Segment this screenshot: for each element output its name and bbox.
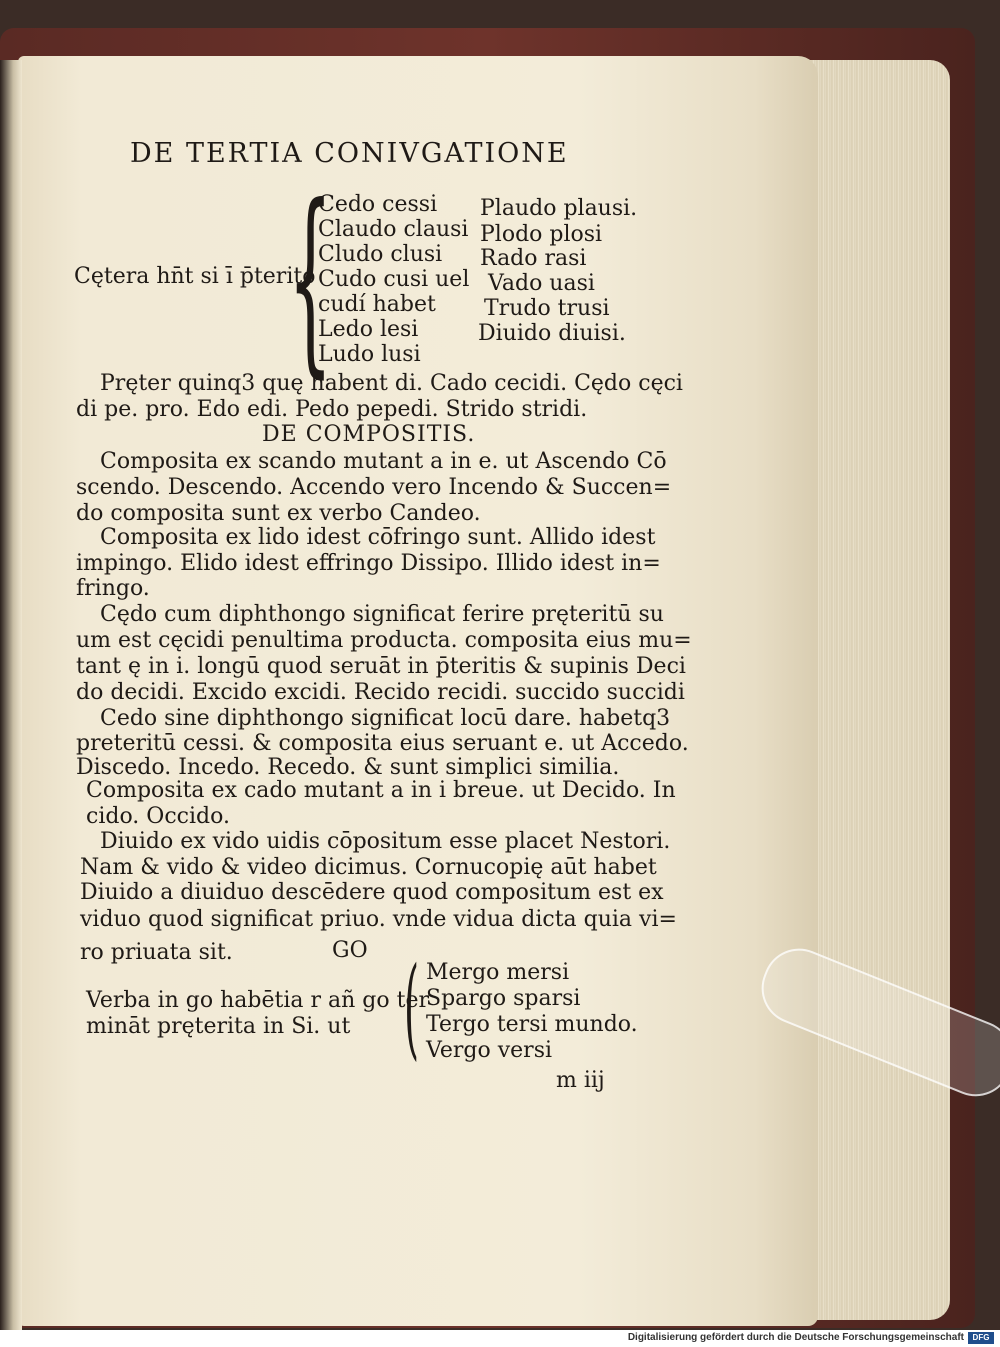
table2-lead-line: mināt pręterita in Si. ut: [86, 1014, 351, 1039]
body-line: um est cęcidi penultima producta. composita eius mu=: [76, 628, 692, 653]
go-label: GO: [332, 938, 368, 963]
table2-lead-line: Verba in go habētia r añ go ter: [86, 988, 429, 1013]
body-line: Discedo. Incedo. Recedo. & sunt simplici similia.: [76, 755, 620, 780]
table1-brace: {: [288, 163, 333, 396]
table1-col2-row: Rado rasi: [480, 246, 587, 271]
body-line: Cedo sine diphthongo significat locū dare. habetq3: [100, 706, 671, 731]
table1-col1-row: Ledo lesi: [318, 317, 419, 342]
table1-col1-row: Claudo clausi: [318, 217, 469, 242]
table1-lead: Cętera hn̄t si ī p̄terito: [74, 264, 316, 289]
body-line: viduo quod significat priuo. vnde vidua dicta quia vi=: [80, 907, 677, 932]
table1-col2-row: Vado uasi: [488, 271, 595, 296]
preter-line: di pe. pro. Edo edi. Pedo pepedi. Strido stridi.: [76, 397, 588, 422]
body-line: Diuido ex vido uidis cōpositum esse placet Nestori.: [100, 829, 671, 854]
table2-row: Mergo mersi: [426, 960, 570, 985]
body-line: scendo. Descendo. Accendo vero Incendo & Succen=: [76, 475, 672, 500]
table1-col1-row: Cudo cusi uel: [318, 267, 470, 292]
table1-col2-row: Trudo trusi: [484, 296, 610, 321]
body-line: cido. Occido.: [86, 804, 230, 829]
body-line: do composita sunt ex verbo Candeo.: [76, 501, 481, 526]
gutter-edge: [0, 60, 22, 1330]
body-line: Composita ex scando mutant a in e. ut Ascendo Cō: [100, 449, 667, 474]
body-line: preteritū cessi. & composita eius seruant e. ut Accedo.: [76, 731, 689, 756]
body-line: Diuido a diuiduo descēdere quod compositum est ex: [80, 880, 664, 905]
table1-col2-row: Plaudo plausi.: [480, 196, 638, 221]
body-line: Cędo cum diphthongo significat ferire pręteritū su: [100, 602, 664, 627]
body-line: Composita ex cado mutant a in i breue. ut Decido. In: [86, 778, 676, 803]
footer-bar: [0, 1330, 1000, 1347]
table2-row: Vergo versi: [426, 1038, 553, 1063]
table2-brace: (: [404, 943, 420, 1071]
body-line: Composita ex lido idest cōfringo sunt. Allido idest: [100, 525, 656, 550]
table1-col2-row: Plodo plosi: [480, 222, 603, 247]
body-line: ro priuata sit.: [80, 940, 233, 965]
body-line: tant ę in i. longū quod seruāt in p̄teritis & supinis Deci: [76, 654, 686, 679]
table1-col1-row: cudí habet: [318, 292, 436, 317]
dfg-logo: DFG: [968, 1332, 994, 1344]
table1-col1-row: Ludo lusi: [318, 342, 421, 367]
table1-col1-row: Cludo clusi: [318, 242, 443, 267]
signature-mark: m iij: [556, 1068, 605, 1093]
body-line: fringo.: [76, 576, 150, 601]
table1-col2-row: Diuido diuisi.: [478, 321, 626, 346]
body-line: impingo. Elido idest effringo Dissipo. Illido idest in=: [76, 551, 661, 576]
table1-col1-row: Cedo cessi: [318, 192, 438, 217]
table2-row: Spargo sparsi: [426, 986, 581, 1011]
page-heading: DE TERTIA CONIVGATIONE: [130, 138, 569, 169]
funding-credit: Digitalisierung gefördert durch die Deutsche Forschungsgemeinschaft: [627, 1332, 964, 1343]
table2-row: Tergo tersi mundo.: [426, 1012, 638, 1037]
section-subheading: DE COMPOSITIS.: [262, 422, 476, 447]
body-line: do decidi. Excido excidi. Recido recidi. succido succidi: [76, 680, 685, 705]
preter-line: Pręter quinq3 quę habent di. Cado cecidi. Cędo cęci: [100, 371, 683, 396]
page-edges: [800, 60, 950, 1320]
body-line: Nam & vido & video dicimus. Cornucopię aūt habet: [80, 855, 657, 880]
